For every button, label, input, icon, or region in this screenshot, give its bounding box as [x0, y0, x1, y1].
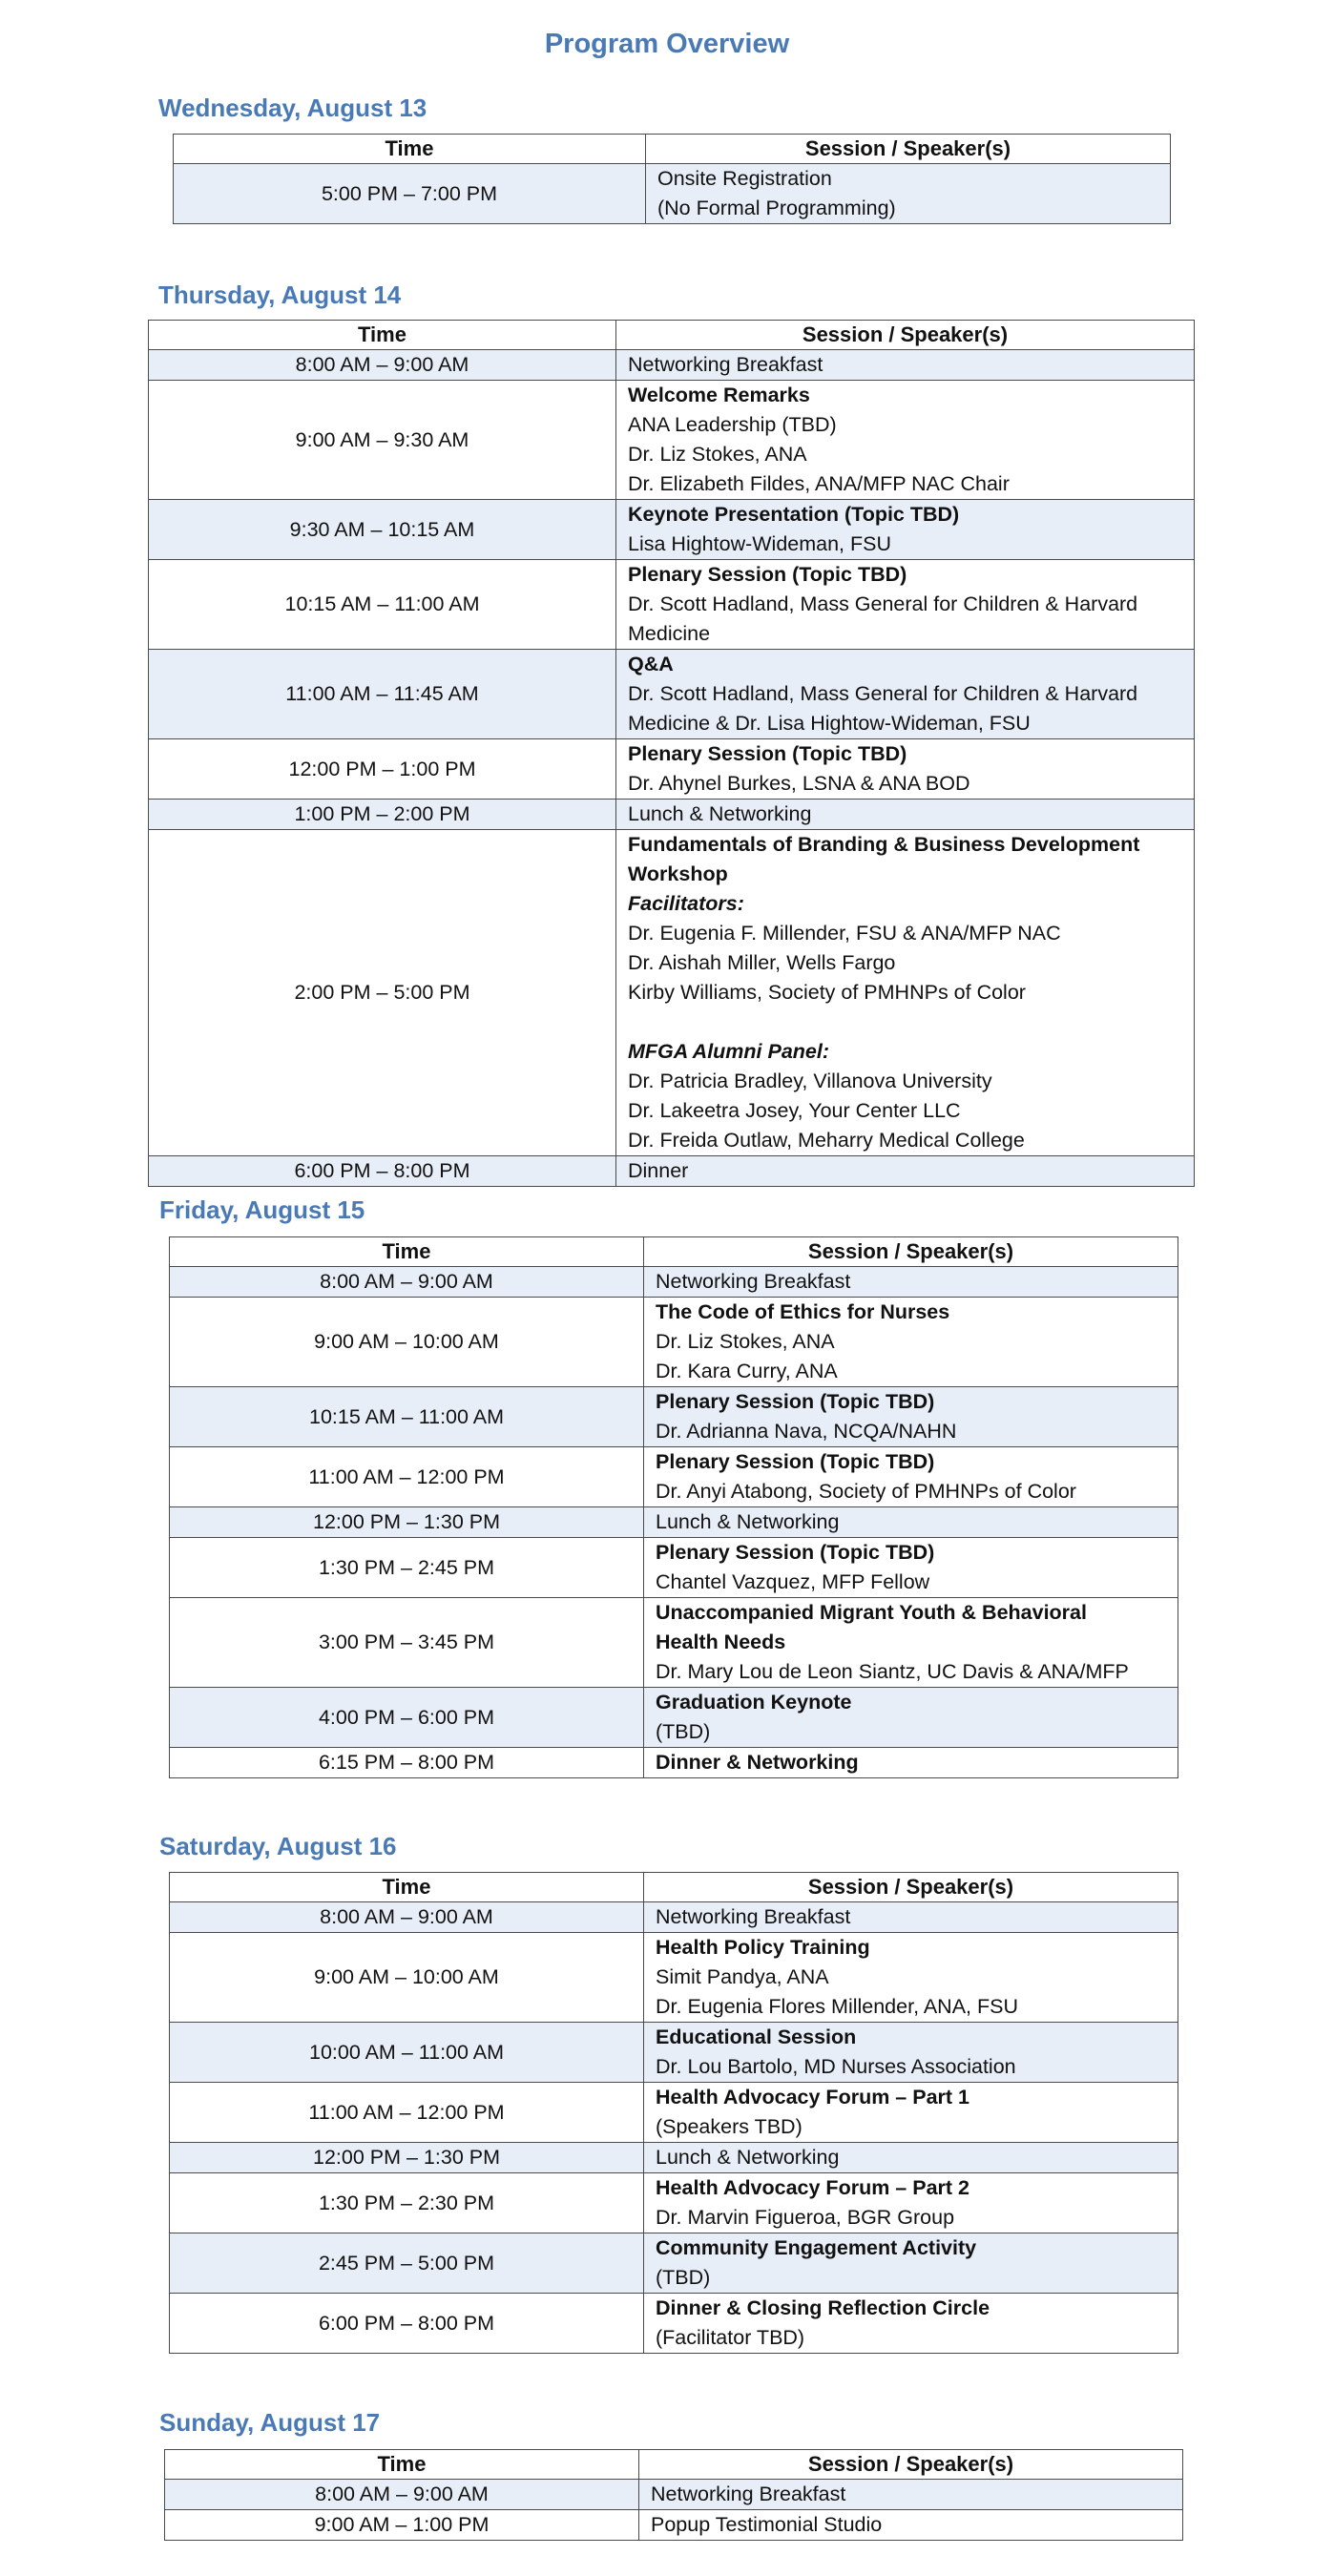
time-cell: 9:00 AM – 9:30 AM [149, 381, 616, 500]
session-cell [646, 164, 1171, 224]
session-detail: (TBD) [656, 2266, 711, 2289]
schedule-row [149, 560, 1195, 650]
session-title: Plenary Session (Topic TBD) [656, 1450, 935, 1473]
schedule-row [149, 500, 1195, 560]
day-heading: Thursday, August 14 [158, 280, 402, 309]
schedule-row [170, 1298, 1178, 1387]
time-cell: 2:00 PM – 5:00 PM [149, 830, 616, 1156]
schedule-row [149, 800, 1195, 830]
session-cell [616, 739, 1195, 800]
time-cell: 3:00 PM – 3:45 PM [170, 1598, 644, 1688]
session-cell [644, 1507, 1178, 1538]
session-cell [644, 1748, 1178, 1778]
time-cell: 10:00 AM – 11:00 AM [170, 2023, 644, 2083]
session-cell [644, 1447, 1178, 1507]
time-cell: 8:00 AM – 9:00 AM [170, 1267, 644, 1298]
schedule-row [149, 350, 1195, 381]
time-header: Time [170, 1873, 644, 1902]
time-header: Time [174, 135, 646, 164]
session-cell [644, 2233, 1178, 2294]
session-cell [644, 2083, 1178, 2143]
schedule-row [170, 1598, 1178, 1688]
session-detail: Dr. Liz Stokes, ANA [656, 1330, 835, 1353]
time-cell: 8:00 AM – 9:00 AM [170, 1902, 644, 1933]
session-detail: Dr. Lakeetra Josey, Your Center LLC [628, 1099, 961, 1122]
session-detail: Onsite Registration [657, 167, 832, 190]
schedule-row [170, 1538, 1178, 1598]
session-detail: Lunch & Networking [656, 1510, 840, 1533]
session-detail: Popup Testimonial Studio [651, 2513, 883, 2536]
session-detail: Kirby Williams, Society of PMHNPs of Color [628, 981, 1026, 1004]
schedule-table-fri [169, 1236, 1178, 1778]
session-title: Workshop [628, 862, 728, 885]
session-detail: (Speakers TBD) [656, 2115, 802, 2138]
session-detail: (Facilitator TBD) [656, 2326, 805, 2349]
schedule-row [170, 1902, 1178, 1933]
time-cell: 6:00 PM – 8:00 PM [170, 2294, 644, 2354]
session-header: Session / Speaker(s) [646, 135, 1171, 164]
session-detail: Dr. Freida Outlaw, Meharry Medical College [628, 1129, 1025, 1152]
session-cell [616, 830, 1195, 1156]
session-detail: Networking Breakfast [628, 353, 823, 376]
session-detail: Dr. Scott Hadland, Mass General for Children & Harvard [628, 682, 1138, 705]
session-detail: Lunch & Networking [628, 802, 812, 825]
session-cell [616, 500, 1195, 560]
time-cell: 8:00 AM – 9:00 AM [149, 350, 616, 381]
time-cell: 12:00 PM – 1:30 PM [170, 2143, 644, 2173]
session-cell [644, 1688, 1178, 1748]
time-cell: 12:00 PM – 1:00 PM [149, 739, 616, 800]
session-detail: ANA Leadership (TBD) [628, 413, 837, 436]
schedule-row [149, 381, 1195, 500]
session-detail: Networking Breakfast [656, 1905, 851, 1928]
schedule-row [170, 2023, 1178, 2083]
session-detail: Lunch & Networking [656, 2146, 840, 2169]
schedule-row [170, 1748, 1178, 1778]
session-detail: Dinner [628, 1159, 689, 1182]
session-cell [616, 800, 1195, 830]
schedule-row [165, 2510, 1183, 2541]
time-cell: 10:15 AM – 11:00 AM [170, 1387, 644, 1447]
time-cell: 2:45 PM – 5:00 PM [170, 2233, 644, 2294]
blank-line [628, 1008, 1186, 1037]
session-header: Session / Speaker(s) [616, 321, 1195, 350]
session-detail: Dr. Scott Hadland, Mass General for Children & Harvard [628, 592, 1138, 615]
session-cell [616, 650, 1195, 739]
schedule-table-thu [148, 320, 1195, 1187]
session-title: Health Advocacy Forum – Part 2 [656, 2176, 969, 2199]
session-header: Session / Speaker(s) [639, 2450, 1183, 2480]
time-cell: 1:30 PM – 2:30 PM [170, 2173, 644, 2233]
session-title: Plenary Session (Topic TBD) [656, 1541, 935, 1564]
schedule-table-sat [169, 1872, 1178, 2354]
session-title: Plenary Session (Topic TBD) [628, 742, 907, 765]
session-title: Health Needs [656, 1631, 786, 1653]
schedule-row [170, 1688, 1178, 1748]
session-header: Session / Speaker(s) [644, 1873, 1178, 1902]
session-title: Health Policy Training [656, 1936, 870, 1959]
session-detail: Simit Pandya, ANA [656, 1965, 829, 1988]
session-detail: Dr. Ahynel Burkes, LSNA & ANA BOD [628, 772, 970, 795]
session-detail: Networking Breakfast [651, 2483, 846, 2505]
session-detail: Dr. Anyi Atabong, Society of PMHNPs of Color [656, 1480, 1076, 1503]
session-cell [644, 1267, 1178, 1298]
day-heading: Sunday, August 17 [159, 2408, 381, 2437]
time-header: Time [170, 1237, 644, 1267]
time-cell: 11:00 AM – 11:45 AM [149, 650, 616, 739]
session-detail: Medicine [628, 622, 711, 645]
session-title: MFGA Alumni Panel: [628, 1040, 830, 1063]
schedule-row [149, 830, 1195, 1156]
session-detail: Dr. Elizabeth Fildes, ANA/MFP NAC Chair [628, 472, 1010, 495]
session-title: Plenary Session (Topic TBD) [656, 1390, 935, 1413]
session-title: Dinner & Networking [656, 1751, 859, 1774]
schedule-row [170, 2083, 1178, 2143]
session-title: Plenary Session (Topic TBD) [628, 563, 907, 586]
time-cell: 11:00 AM – 12:00 PM [170, 1447, 644, 1507]
session-detail: Dr. Kara Curry, ANA [656, 1360, 838, 1382]
session-detail: Dr. Liz Stokes, ANA [628, 443, 807, 466]
time-cell: 9:00 AM – 10:00 AM [170, 1298, 644, 1387]
session-detail: Dr. Patricia Bradley, Villanova University [628, 1070, 992, 1092]
session-title: Keynote Presentation (Topic TBD) [628, 503, 960, 526]
time-cell: 9:00 AM – 1:00 PM [165, 2510, 639, 2541]
schedule-row [170, 2143, 1178, 2173]
session-cell [616, 381, 1195, 500]
session-title: Q&A [628, 653, 674, 675]
day-heading: Wednesday, August 13 [158, 93, 427, 122]
session-cell [644, 1538, 1178, 1598]
time-cell: 5:00 PM – 7:00 PM [174, 164, 646, 224]
schedule-row [170, 2294, 1178, 2354]
session-title: Community Engagement Activity [656, 2236, 977, 2259]
schedule-row [170, 1267, 1178, 1298]
session-detail: (TBD) [656, 1720, 711, 1743]
session-detail: Networking Breakfast [656, 1270, 851, 1293]
session-cell [616, 1156, 1195, 1187]
session-detail: Chantel Vazquez, MFP Fellow [656, 1570, 930, 1593]
session-cell [644, 2023, 1178, 2083]
schedule-table-wed [173, 134, 1171, 224]
time-header: Time [149, 321, 616, 350]
schedule-row [170, 1933, 1178, 2023]
time-cell: 4:00 PM – 6:00 PM [170, 1688, 644, 1748]
time-cell: 6:00 PM – 8:00 PM [149, 1156, 616, 1187]
session-header: Session / Speaker(s) [644, 1237, 1178, 1267]
schedule-row [149, 1156, 1195, 1187]
time-cell: 8:00 AM – 9:00 AM [165, 2480, 639, 2510]
session-cell [644, 1387, 1178, 1447]
session-detail: Dr. Eugenia Flores Millender, ANA, FSU [656, 1995, 1018, 2018]
session-cell [644, 1933, 1178, 2023]
time-cell: 10:15 AM – 11:00 AM [149, 560, 616, 650]
time-header: Time [165, 2450, 639, 2480]
session-detail: Lisa Hightow-Wideman, FSU [628, 532, 892, 555]
schedule-row [170, 1387, 1178, 1447]
session-cell [644, 2294, 1178, 2354]
session-cell [644, 1598, 1178, 1688]
schedule-row [149, 650, 1195, 739]
session-detail: Dr. Mary Lou de Leon Siantz, UC Davis & ANA/MFP [656, 1660, 1129, 1683]
session-title: Health Advocacy Forum – Part 1 [656, 2086, 969, 2109]
schedule-row [170, 2233, 1178, 2294]
session-cell [639, 2480, 1183, 2510]
day-heading: Friday, August 15 [159, 1195, 365, 1224]
schedule-table-sun [164, 2449, 1183, 2541]
session-cell [616, 560, 1195, 650]
session-detail: Medicine & Dr. Lisa Hightow-Wideman, FSU [628, 712, 1031, 735]
session-title: Unaccompanied Migrant Youth & Behavioral [656, 1601, 1087, 1624]
schedule-row [170, 1507, 1178, 1538]
session-detail: Dr. Adrianna Nava, NCQA/NAHN [656, 1420, 957, 1443]
schedule-row [170, 2173, 1178, 2233]
time-cell: 12:00 PM – 1:30 PM [170, 1507, 644, 1538]
session-title: Facilitators: [628, 892, 744, 915]
schedule-row [149, 739, 1195, 800]
session-title: Educational Session [656, 2025, 857, 2048]
time-cell: 9:30 AM – 10:15 AM [149, 500, 616, 560]
time-cell: 9:00 AM – 10:00 AM [170, 1933, 644, 2023]
session-cell [644, 1298, 1178, 1387]
session-detail: Dr. Eugenia F. Millender, FSU & ANA/MFP NAC [628, 922, 1061, 945]
session-detail: Dr. Lou Bartolo, MD Nurses Association [656, 2055, 1016, 2078]
session-title: Welcome Remarks [628, 384, 810, 406]
time-cell: 11:00 AM – 12:00 PM [170, 2083, 644, 2143]
session-cell [644, 2143, 1178, 2173]
session-title: Graduation Keynote [656, 1691, 852, 1714]
session-detail: Dr. Aishah Miller, Wells Fargo [628, 951, 896, 974]
session-cell [644, 2173, 1178, 2233]
session-title: Fundamentals of Branding & Business Development [628, 833, 1140, 856]
session-detail: (No Formal Programming) [657, 197, 896, 219]
session-detail: Dr. Marvin Figueroa, BGR Group [656, 2206, 955, 2229]
schedule-row [165, 2480, 1183, 2510]
time-cell: 1:00 PM – 2:00 PM [149, 800, 616, 830]
session-cell [639, 2510, 1183, 2541]
time-cell: 1:30 PM – 2:45 PM [170, 1538, 644, 1598]
session-title: Dinner & Closing Reflection Circle [656, 2296, 990, 2319]
time-cell: 6:15 PM – 8:00 PM [170, 1748, 644, 1778]
session-cell [644, 1902, 1178, 1933]
day-heading: Saturday, August 16 [159, 1832, 397, 1860]
page-title: Program Overview [544, 29, 790, 59]
session-cell [616, 350, 1195, 381]
schedule-row [170, 1447, 1178, 1507]
session-title: The Code of Ethics for Nurses [656, 1300, 950, 1323]
schedule-row [174, 164, 1171, 224]
